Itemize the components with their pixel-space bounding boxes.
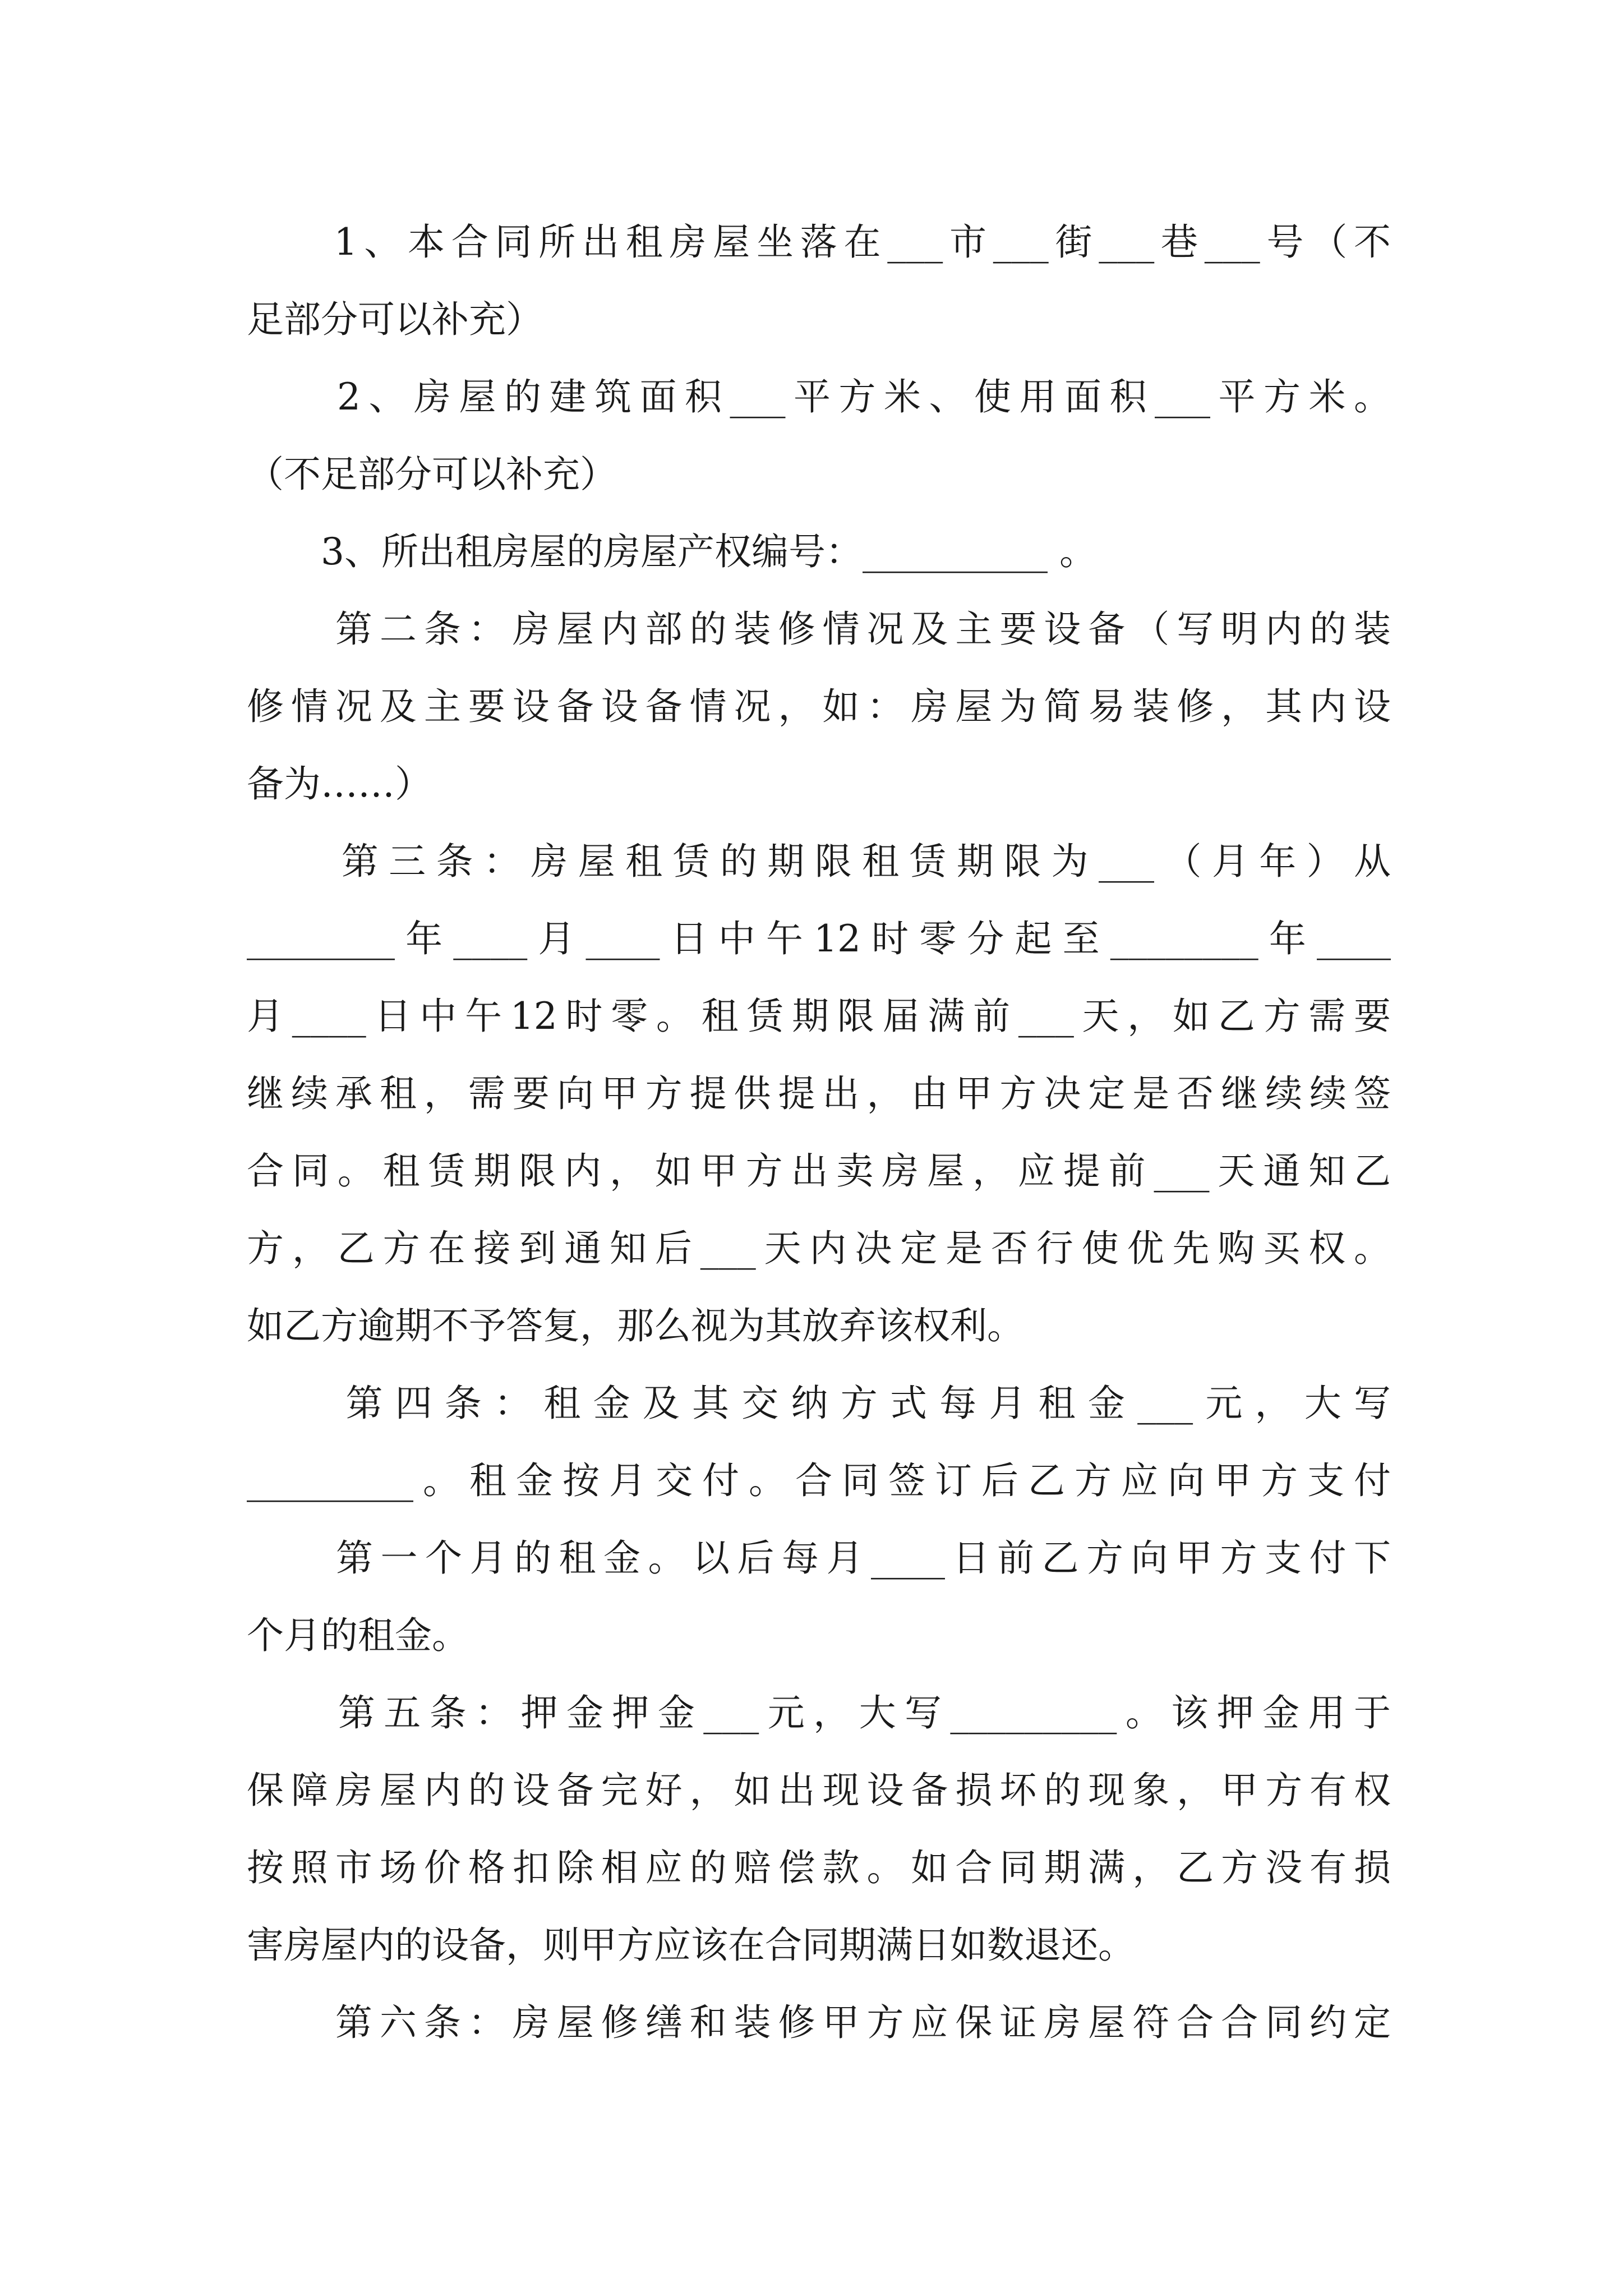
article-3-line-2: ________年____月____日中午12时零分起至________年____ xyxy=(247,917,1391,960)
clause-2-line-1: 2、房屋的建筑面积___平方米、使用面积___平方米。 xyxy=(247,375,1391,418)
article-5-line-3: 按照市场价格扣除相应的赔偿款。如合同期满，乙方没有损 xyxy=(247,1846,1391,1889)
article-5-line-1: 第五条：押金押金___元，大写_________。该押金用于 xyxy=(247,1691,1391,1734)
article-4-line-3: 第一个月的租金。以后每月____日前乙方向甲方支付下 xyxy=(247,1536,1391,1580)
article-3-line-1: 第三条：房屋租赁的期限租赁期限为___（月年）从 xyxy=(247,840,1391,883)
article-6-line-1: 第六条：房屋修缮和装修甲方应保证房屋符合合同约定 xyxy=(247,2001,1391,2044)
article-5-line-2: 保障房屋内的设备完好，如出现设备损坏的现象，甲方有权 xyxy=(247,1769,1391,1812)
article-3-line-6: 方，乙方在接到通知后___天内决定是否行使优先购买权。 xyxy=(247,1227,1391,1270)
article-2-line-3: 备为……） xyxy=(247,762,432,806)
article-3-line-5: 合同。租赁期限内，如甲方出卖房屋，应提前___天通知乙 xyxy=(247,1149,1391,1193)
article-3-line-7: 如乙方逾期不予答复，那么视为其放弃该权利。 xyxy=(247,1304,1024,1347)
clause-1-line-2: 足部分可以补充） xyxy=(247,298,543,341)
clause-2-line-2: （不足部分可以补充） xyxy=(247,453,617,496)
article-3-line-4: 继续承租，需要向甲方提供提出，由甲方决定是否继续续签 xyxy=(247,1072,1391,1115)
article-2-line-2: 修情况及主要设备设备情况，如：房屋为简易装修，其内设 xyxy=(247,685,1391,728)
article-4-line-1: 第四条：租金及其交纳方式每月租金___元，大写 xyxy=(247,1382,1391,1425)
clause-1-line-1: 1、本合同所出租房屋坐落在___市___街___巷___号（不 xyxy=(247,220,1391,264)
article-3-line-3: 月____日中午12时零。租赁期限届满前___天，如乙方需要 xyxy=(247,995,1391,1038)
article-4-line-2: _________。租金按月交付。合同签订后乙方应向甲方支付 xyxy=(247,1459,1391,1502)
article-2-line-1: 第二条：房屋内部的装修情况及主要设备（写明内的装 xyxy=(247,608,1391,651)
clause-3-line-1: 3、所出租房屋的房屋产权编号：__________ 。 xyxy=(247,530,1096,573)
article-5-line-4: 害房屋内的设备，则甲方应该在合同期满日如数退还。 xyxy=(247,1924,1135,1967)
article-4-line-4: 个月的租金。 xyxy=(247,1614,469,1657)
